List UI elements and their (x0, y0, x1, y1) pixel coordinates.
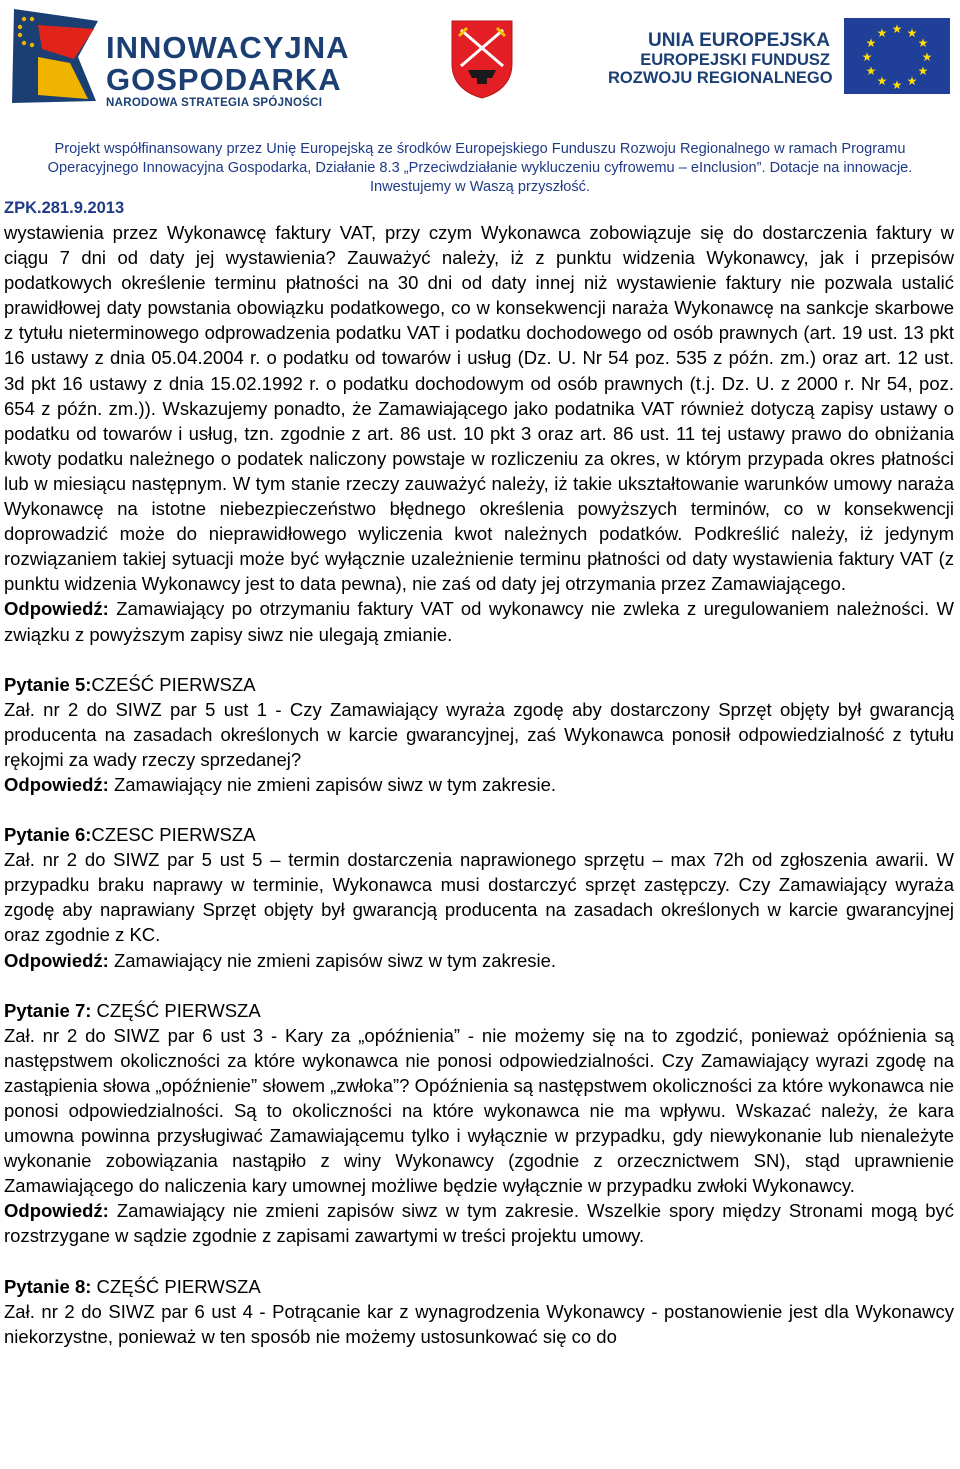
svg-text:★: ★ (906, 74, 918, 88)
answer-label: Odpowiedź: (4, 598, 109, 620)
question-7-heading: Pytanie 7: CZĘŚĆ PIERWSZA (4, 999, 261, 1021)
answer-6: Odpowiedź: Zamawiający nie zmieni zapisów siwz w tym zakresie. (4, 949, 557, 971)
svg-text:★: ★ (865, 36, 877, 50)
eu-fund-logo (602, 16, 954, 100)
svg-text:★: ★ (865, 64, 877, 78)
paragraph-1: wystawienia przez Wykonawcę faktury VAT, przy czym Wykonawca zobowiązuje się do dostarczenia faktury w ciągu 7 dni od daty jej wystawienia? Zauważyć należy, iż z punktu widzenia Wykonawcy, jak i przepisów podatkowych określenie terminu płatności na 30 dni od daty innej niż wystawienie faktury nie pozwala ustalić prawidłowej daty powstania obowiązku podatkowego, co w konsekwencji naraża Wykonawcę na sankcje skarbowe z tytułu nieterminowego odprowadzenia podatku VAT i podatku dochodowego od osób prawnych (art. 19 ust. 13 pkt 16 ustawy z dnia 05.04.2004 r. o podatku od towarów i usług (Dz. U. Nr 54 poz. 535 z późn. zm.) oraz art. 12 ust. 3d pkt 16 ustawy z dnia 15.02.1992 r. o podatku dochodowym od osób prawnych (t.j. Dz. U. z 2000 r. Nr 54, poz. 654 z późn. zm.)). Wskazujemy ponadto, że Zamawiającego jako podatnika VAT również dotyczą zapisy ustawy o podatku od towarów i usług, tzn. zgodnie z art. 86 ust. 10 pkt 3 oraz art. 86 ust. 11 tej ustawy prawo do obniżania kwoty podatku należnego o podatek naliczony powstaje w rozliczeniu za okres, w którym przypada okres płatności lub w miesiącu następnym. W tym stanie rzeczy zauważyć należy, iż takie ukształtowanie warunków umowy naraża Wykonawcę na istotne niebezpieczeństwo błędnego określenia powyższych terminów, co w konsekwencji doprowadzić może do nieprawidłowego wyliczenia kwot należnych podatków. Podkreślić należy, iż jedynym rozwiązaniem takiej sytuacji może być wyłącznie uzależnienie terminu płatności od daty wystawienia faktury VAT (z punktu widzenia Wykonawcy jest to data pewna), nie zaś od daty jej otrzymania przez Zamawiającego. (4, 222, 954, 595)
svg-text:★: ★ (876, 74, 888, 88)
question-5-heading: Pytanie 5:CZEŚĆ PIERWSZA (4, 673, 256, 695)
funding-line-1: Projekt współfinansowany przez Unię Europejską ze środków Europejskiego Funduszu Rozwoju Regionalnego w ramach Programu (54, 141, 906, 157)
question-8-heading: Pytanie 8: CZĘŚĆ PIERWSZA (4, 1275, 261, 1297)
question-7-text: Zał. nr 2 do SIWZ par 6 ust 3 - Kary za „opóźnienia” - nie możemy się na to zgodzić, ponieważ opóźnienia są następstwem okoliczności za które wykonawca nie ponosi odpowiedzialności. Czy Zamawiający wyrazi zgodę na zastąpienia słowa „opóźnienie” słowem „zwłoka”? Opóźnienia są następstwem okoliczności za które wykonawca nie ponosi odpowiedzialności. Są to okoliczności na które wykonawca nie ma wpływu. Wskazać należy, że kara umowna powinna przysługiwać Zamawiającemu tylko i wyłącznie w przypadku, gdy niewykonanie lub nienależyte wykonanie zobowiązania nastąpiło z winy Wykonawcy (zgodnie z orzecznictwem SN), stąd uprawnienie Zamawiającego do naliczenia kary umownej możliwe będzie wyłącznie w przypadku zwłoki Wykonawcy. (4, 1024, 954, 1197)
svg-text:★: ★ (861, 50, 873, 64)
svg-text:★: ★ (876, 26, 888, 40)
eu-logo-line3: ROZWOJU REGIONALNEGO (608, 69, 833, 87)
ig-flag-icon (8, 5, 102, 107)
eu-logo-line1: UNIA EUROPEJSKA (648, 30, 830, 51)
svg-text:★: ★ (917, 64, 929, 78)
answer-5: Odpowiedź: Zamawiający nie zmieni zapisów siwz w tym zakresie. (4, 773, 557, 795)
eu-flag-icon (842, 16, 952, 96)
eu-logo-line2: EUROPEJSKI FUNDUSZ (640, 51, 830, 69)
reference-number: ZPK.281.9.2013 (4, 199, 125, 217)
svg-text:★: ★ (891, 22, 903, 36)
ig-logo-line2: GOSPODARKA (106, 62, 342, 97)
question-8-text: Zał. nr 2 do SIWZ par 6 ust 4 - Potrącanie kar z wynagrodzenia Wykonawcy - postanowienie jest dla Wykonawcy niekorzystne, ponieważ w ten sposób nie możemy ustosunkować się co do (4, 1300, 954, 1347)
svg-text:★: ★ (917, 36, 929, 50)
svg-text:★: ★ (906, 26, 918, 40)
answer-label: Odpowiedź: (4, 773, 109, 795)
coat-of-arms-icon (449, 18, 515, 100)
answer-7: Odpowiedź: Zamawiający nie zmieni zapisów siwz w tym zakresie. Wszelkie spory między Stronami mogą być rozstrzygane w sądzie zgodnie z zapisami zawartymi w treści projektu umowy. (4, 1200, 954, 1247)
funding-line-2: Operacyjnego Innowacyjna Gospodarka, Działanie 8.3 „Przeciwdziałanie wykluczeniu cyfrowemu – eInclusion”. Dotacje na innowacje. (47, 160, 913, 176)
answer-label: Odpowiedź: (4, 1200, 109, 1222)
answer-label: Odpowiedź: (4, 949, 109, 971)
document-header (0, 0, 960, 112)
funding-line-3: Inwestujemy w Waszą przyszłość. (369, 179, 591, 195)
svg-text:★: ★ (921, 50, 933, 64)
ig-logo-line1: INNOWACYJNA (106, 30, 350, 65)
question-5-text: Zał. nr 2 do SIWZ par 5 ust 1 - Czy Zamawiający wyraża zgodę aby dostarczony Sprzęt objęty był gwarancją producenta na zasadach określonych w karcie gwarancyjnej, zaś Wykonawca ponosił odpowiedzialność z tytułu rękojmi za wady rzeczy sprzedanej? (4, 698, 954, 770)
innowacyjna-gospodarka-logo (8, 5, 353, 107)
ig-logo-line3: NARODOWA STRATEGIA SPÓJNOŚCI (106, 97, 323, 109)
answer-1: Odpowiedź: Zamawiający po otrzymaniu faktury VAT od wykonawcy nie zwleka z uregulowaniem należności. W związku z powyższym zapisy siwz nie ulegają zmianie. (4, 598, 954, 645)
question-6-text: Zał. nr 2 do SIWZ par 5 ust 5 – termin dostarczenia naprawionego sprzętu – max 72h od zgłoszenia awarii. W przypadku braku naprawy w terminie, Wykonawca musi dostarczyć sprzęt zastępczy. Czy Zamawiający wyraża zgodę aby naprawiany Sprzęt objęty był gwarancją producenta na zasadach określonych w karcie gwarancyjnej oraz zgodnie z KC. (4, 849, 954, 946)
funding-statement (0, 140, 960, 197)
question-6-heading: Pytanie 6:CZESC PIERWSZA (4, 824, 256, 846)
svg-text:★: ★ (891, 78, 903, 92)
document-body (4, 220, 954, 1349)
